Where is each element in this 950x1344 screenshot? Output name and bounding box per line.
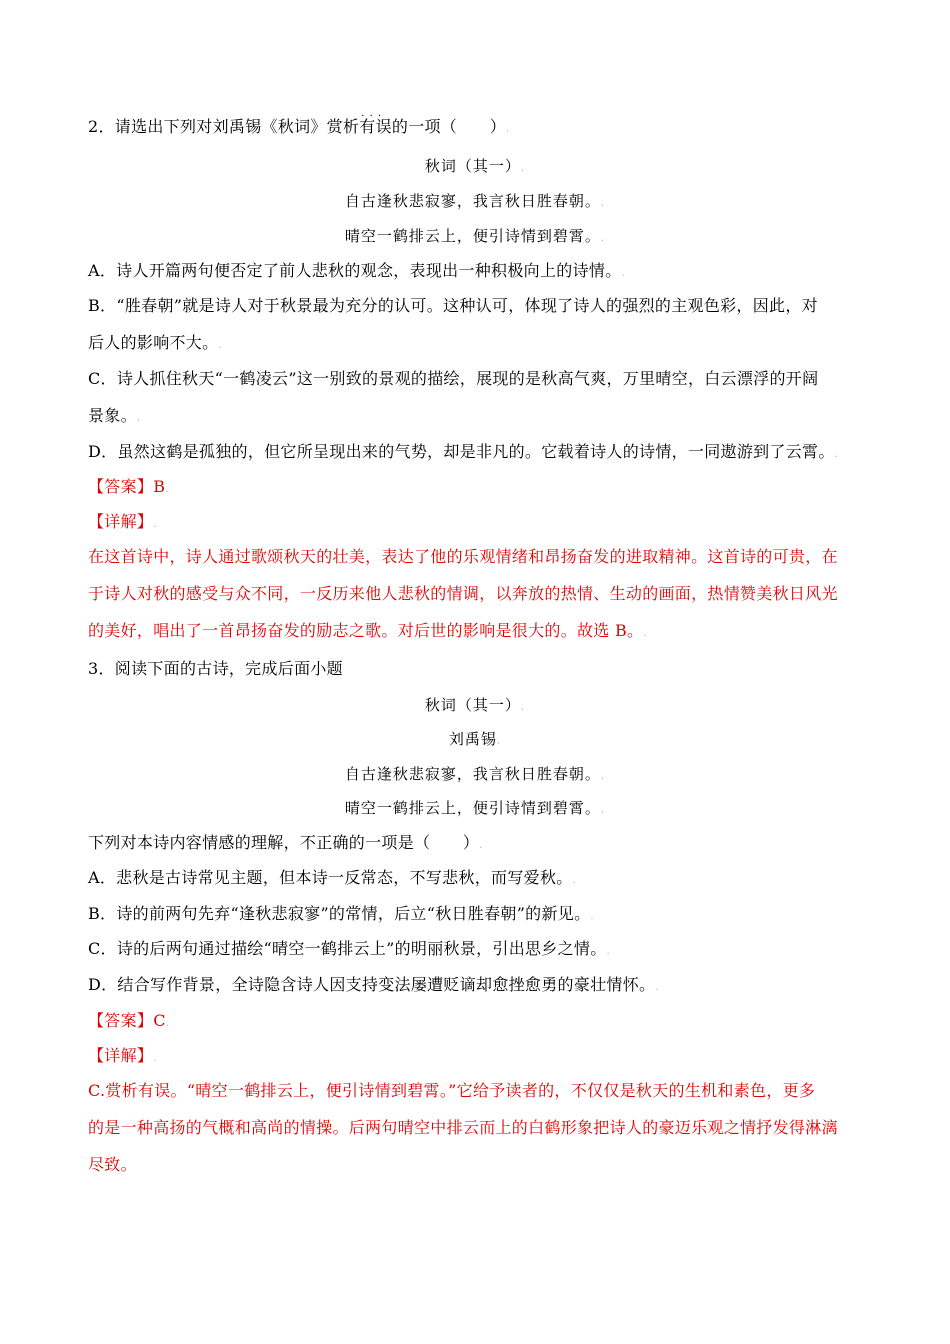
q3-poem-line1: 自古逢秋悲寂寥，我言秋日胜春朝。. bbox=[344, 765, 606, 783]
paragraph-mark: . bbox=[606, 946, 610, 957]
paragraph-mark: . bbox=[600, 805, 606, 816]
answer-label: 【答案】 bbox=[88, 1011, 154, 1030]
q3-option-c: C．诗的后两句通过描绘“晴空一鹤排云上”的明丽秋景，引出思乡之情。. bbox=[88, 939, 610, 958]
paragraph-mark: . bbox=[506, 124, 510, 135]
paragraph-mark: . bbox=[153, 519, 157, 530]
paragraph-mark: . bbox=[655, 982, 659, 993]
paragraph-mark: . bbox=[479, 840, 483, 851]
paragraph-mark: . bbox=[834, 449, 839, 460]
q3-detail-2: 的是一种高扬的气概和高尚的情操。后两句晴空中排云而上的白鹤形象把诗人的豪迈乐观之情抒发得淋漓 bbox=[88, 1118, 838, 1137]
q2-option-b: B．“胜春朝”就是诗人对于秋景最为充分的认可。这种认可，体现了诗人的强烈的主观色彩，因此，对 bbox=[88, 296, 818, 315]
q2-answer bbox=[88, 476, 858, 501]
q2-detail-label: 【详解】. bbox=[88, 512, 157, 531]
paragraph-mark: . bbox=[136, 413, 141, 424]
q3-poem-title: 秋词（其一）. bbox=[424, 696, 526, 714]
paragraph-mark: . bbox=[520, 163, 526, 174]
q2-poem-line2: 晴空一鹤排云上，便引诗情到碧霄。. bbox=[344, 227, 606, 245]
q3-detail-1: C.赏析有误。“晴空一鹤排云上，便引诗情到碧霄。”它给予读者的，不仅仅是秋天的生机和素色，更多 bbox=[88, 1081, 816, 1100]
q3-option-a: A．悲秋是古诗常见主题，但本诗一反常态，不写悲秋，而写爱秋。. bbox=[88, 868, 577, 887]
q3-question: 下列对本诗内容情感的理解，不正确的一项是（ ）. bbox=[88, 833, 483, 852]
q2-option-b-cont: 后人的影响不大。. bbox=[88, 333, 222, 352]
q2-poem-title: 秋词（其一）. bbox=[424, 157, 526, 175]
answer-value: C bbox=[153, 1011, 166, 1030]
q2-detail-2: 于诗人对秋的感受与众不同，一反历来他人悲秋的情调，以奔放的热情、生动的画面，热情赞美秋日风光 bbox=[88, 584, 838, 603]
q2-stem-emphasis: 有误 · · · bbox=[359, 117, 392, 136]
q2-poem-line1: 自古逢秋悲寂寥，我言秋日胜春朝。. bbox=[344, 192, 606, 210]
q2-detail-3: 的美好，唱出了一首昂扬奋发的励志之歌。对后世的影响是很大的。故选 B。. bbox=[88, 621, 647, 640]
paragraph-mark: . bbox=[621, 268, 625, 279]
paragraph-mark: . bbox=[496, 736, 502, 747]
paragraph-mark: . bbox=[600, 198, 606, 209]
paragraph-mark: . bbox=[520, 702, 526, 713]
answer-value: B bbox=[153, 477, 166, 496]
q2-stem-tail: 的一项（ ） bbox=[391, 117, 506, 136]
q2-option-d: D．虽然这鹤是孤独的，但它所呈现出来的气势，却是非凡的。它载着诗人的诗情，一同遨游到了云霄。. bbox=[88, 442, 839, 461]
q3-option-b: B．诗的前两句先弃“逢秋悲寂寥”的常情，后立“秋日胜春朝”的新见。. bbox=[88, 904, 594, 923]
q3-detail-label: 【详解】. bbox=[88, 1046, 157, 1065]
paragraph-mark: . bbox=[600, 233, 606, 244]
q3-poem-line2: 晴空一鹤排云上，便引诗情到碧霄。. bbox=[344, 799, 606, 817]
paragraph-mark: . bbox=[643, 628, 647, 639]
q2-stem-text: 2．请选出下列对刘禹锡《秋词》赏析 bbox=[88, 117, 360, 136]
paragraph-mark: . bbox=[165, 1018, 170, 1029]
q3-stem: 3．阅读下面的古诗，完成后面小题 bbox=[88, 659, 343, 678]
q2-detail-1: 在这首诗中，诗人通过歌颂秋天的壮美，表达了他的乐观情绪和昂扬奋发的进取精神。这首诗的可贵，在 bbox=[88, 547, 838, 566]
paragraph-mark: . bbox=[590, 911, 594, 922]
q3-poem-author: 刘禹锡. bbox=[448, 730, 502, 748]
paragraph-mark: . bbox=[153, 1053, 157, 1064]
q3-option-d: D．结合写作背景，全诗隐含诗人因支持变法屡遭贬谪却愈挫愈勇的豪壮情怀。. bbox=[88, 975, 659, 994]
paragraph-mark: . bbox=[218, 340, 222, 351]
answer-label: 【答案】 bbox=[88, 477, 154, 496]
q3-answer bbox=[88, 1010, 858, 1035]
q3-detail-3: 尽致。 bbox=[88, 1155, 137, 1174]
q2-option-c-cont: 景象。. bbox=[88, 406, 141, 425]
paragraph-mark: . bbox=[165, 484, 169, 495]
q2-option-c: C．诗人抓住秋天“一鹤凌云”这一别致的景观的描绘，展现的是秋高气爽，万里晴空，白云漂浮的开阔 bbox=[88, 369, 819, 388]
paragraph-mark: . bbox=[572, 875, 577, 886]
q2-option-a: A．诗人开篇两句便否定了前人悲秋的观念，表现出一种积极向上的诗情。. bbox=[88, 261, 625, 280]
paragraph-mark: . bbox=[600, 771, 606, 782]
q2-stem bbox=[88, 116, 858, 141]
